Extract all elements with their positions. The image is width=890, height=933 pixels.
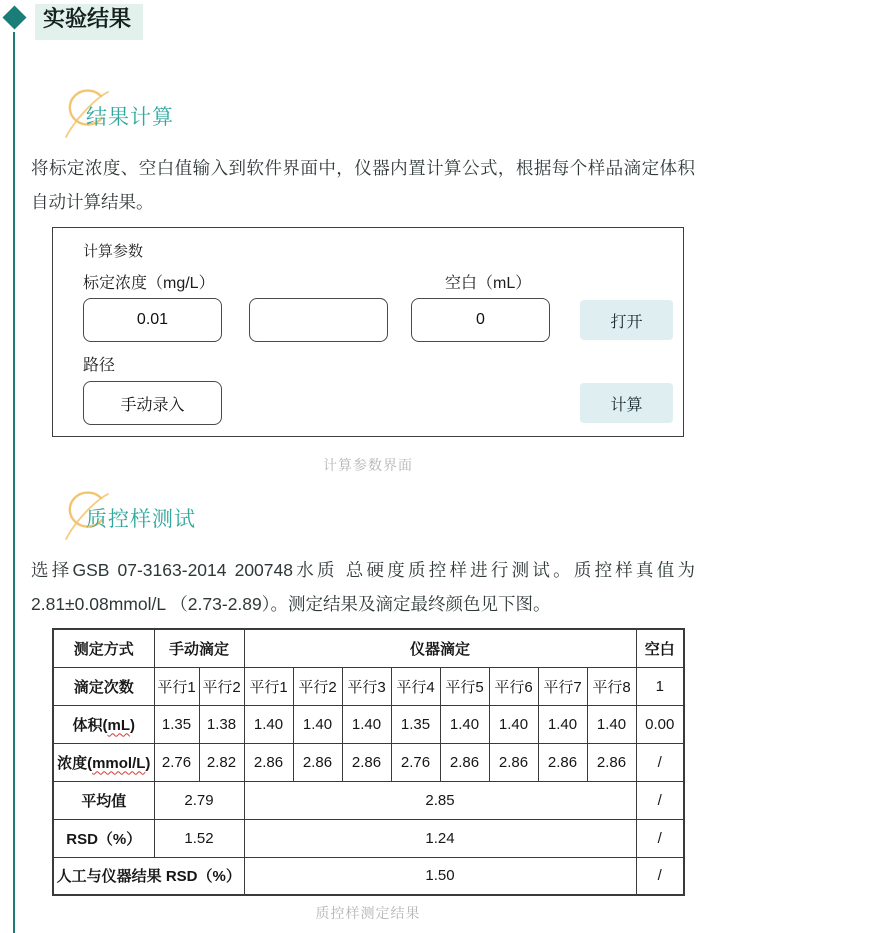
table-cell: 2.86 — [244, 743, 293, 781]
table-cell: / — [636, 743, 684, 781]
qc-results-table-wrap — [52, 628, 685, 896]
table-cell: 2.85 — [244, 781, 636, 819]
section-heading-text: 结果计算 — [86, 106, 174, 129]
table-cell: 1.40 — [342, 705, 391, 743]
table-cell: 平行3 — [342, 667, 391, 705]
table-cell: 2.86 — [489, 743, 538, 781]
calibration-concentration-label: 标定浓度（mg/L） — [83, 275, 215, 292]
table-cell: 2.86 — [342, 743, 391, 781]
table-cell: 手动滴定 — [154, 629, 244, 667]
table-cell: 平行4 — [391, 667, 440, 705]
open-button[interactable]: 打开 — [580, 300, 673, 340]
table-cell: 1.35 — [391, 705, 440, 743]
table-cell: 平行7 — [538, 667, 587, 705]
table-cell: 滴定次数 — [53, 667, 154, 705]
table-cell: 平行5 — [440, 667, 489, 705]
table-cell: 平行1 — [154, 667, 199, 705]
panel-caption: 计算参数界面 — [323, 457, 413, 473]
table-cell: 平行2 — [199, 667, 244, 705]
blank-input[interactable]: 0 — [411, 298, 550, 342]
table-cell: 平行6 — [489, 667, 538, 705]
table-cell: 平行8 — [587, 667, 636, 705]
table-cell: 1.35 — [154, 705, 199, 743]
page-title-text: 实验结果 — [35, 4, 143, 40]
path-manual-entry-box[interactable]: 手动录入 — [83, 381, 222, 425]
section-heading-result-calculation — [58, 88, 318, 140]
table-cell: 0.00 — [636, 705, 684, 743]
table-cell: RSD（%） — [53, 819, 154, 857]
blank-label: 空白（mL） — [445, 275, 532, 292]
table-row — [53, 667, 684, 705]
panel-title: 计算参数 — [83, 243, 144, 260]
paragraph-calc: 将标定浓度、空白值输入到软件界面中，仪器内置计算公式，根据每个样品滴定体积自动计算结果。 — [31, 158, 695, 212]
table-cell: 1.50 — [244, 857, 636, 895]
table-cell: 平行1 — [244, 667, 293, 705]
table-cell: 测定方式 — [53, 629, 154, 667]
table-cell: 1.38 — [199, 705, 244, 743]
table-cell: 平行2 — [293, 667, 342, 705]
calc-parameters-panel — [52, 227, 684, 437]
qc-table — [52, 628, 685, 896]
table-cell: 平均值 — [53, 781, 154, 819]
table-cell: / — [636, 819, 684, 857]
spellcheck-underline-text: mmol/L — [92, 754, 146, 772]
table-cell: 2.79 — [154, 781, 244, 819]
table-cell: 1 — [636, 667, 684, 705]
paragraph-qc: 选择GSB 07-3163-2014 200748水质 总硬度质控样进行测试。质控样真值为2.81±0.08mmol/L （2.73-2.89）。测定结果及滴定最终颜色见下图。 — [31, 560, 695, 614]
section-heading-qc-test — [58, 490, 318, 542]
table-cell: 2.86 — [587, 743, 636, 781]
table-cell: / — [636, 857, 684, 895]
table-row — [53, 629, 684, 667]
table-row — [53, 819, 684, 857]
table-cell: / — [636, 781, 684, 819]
middle-empty-input[interactable] — [249, 298, 388, 342]
accent-vertical-line — [13, 32, 15, 933]
table-cell: 人工与仪器结果 RSD（%） — [53, 857, 244, 895]
table-cell: 2.76 — [154, 743, 199, 781]
table-cell: 1.40 — [440, 705, 489, 743]
table-caption: 质控样测定结果 — [315, 905, 421, 921]
path-label: 路径 — [83, 357, 116, 374]
table-row — [53, 743, 684, 781]
table-row — [53, 705, 684, 743]
table-cell: 1.24 — [244, 819, 636, 857]
table-cell: 2.82 — [199, 743, 244, 781]
table-cell: 1.40 — [587, 705, 636, 743]
table-cell: 浓度(mmol/L) — [53, 743, 154, 781]
table-cell: 仪器滴定 — [244, 629, 636, 667]
table-cell: 1.40 — [293, 705, 342, 743]
table-cell: 2.86 — [440, 743, 489, 781]
diamond-bullet-icon — [2, 5, 26, 29]
table-cell: 2.86 — [293, 743, 342, 781]
table-cell: 1.52 — [154, 819, 244, 857]
calibration-concentration-input[interactable]: 0.01 — [83, 298, 222, 342]
calculate-button[interactable]: 计算 — [580, 383, 673, 423]
table-cell: 空白 — [636, 629, 684, 667]
table-cell: 体积(mL) — [53, 705, 154, 743]
table-row — [53, 781, 684, 819]
section-heading-text: 质控样测试 — [86, 508, 196, 531]
table-cell: 1.40 — [538, 705, 587, 743]
spellcheck-underline-text: mL — [107, 716, 130, 734]
table-cell: 2.86 — [538, 743, 587, 781]
table-cell: 1.40 — [489, 705, 538, 743]
page-title — [35, 4, 143, 40]
table-cell: 2.76 — [391, 743, 440, 781]
table-row — [53, 857, 684, 895]
table-cell: 1.40 — [244, 705, 293, 743]
